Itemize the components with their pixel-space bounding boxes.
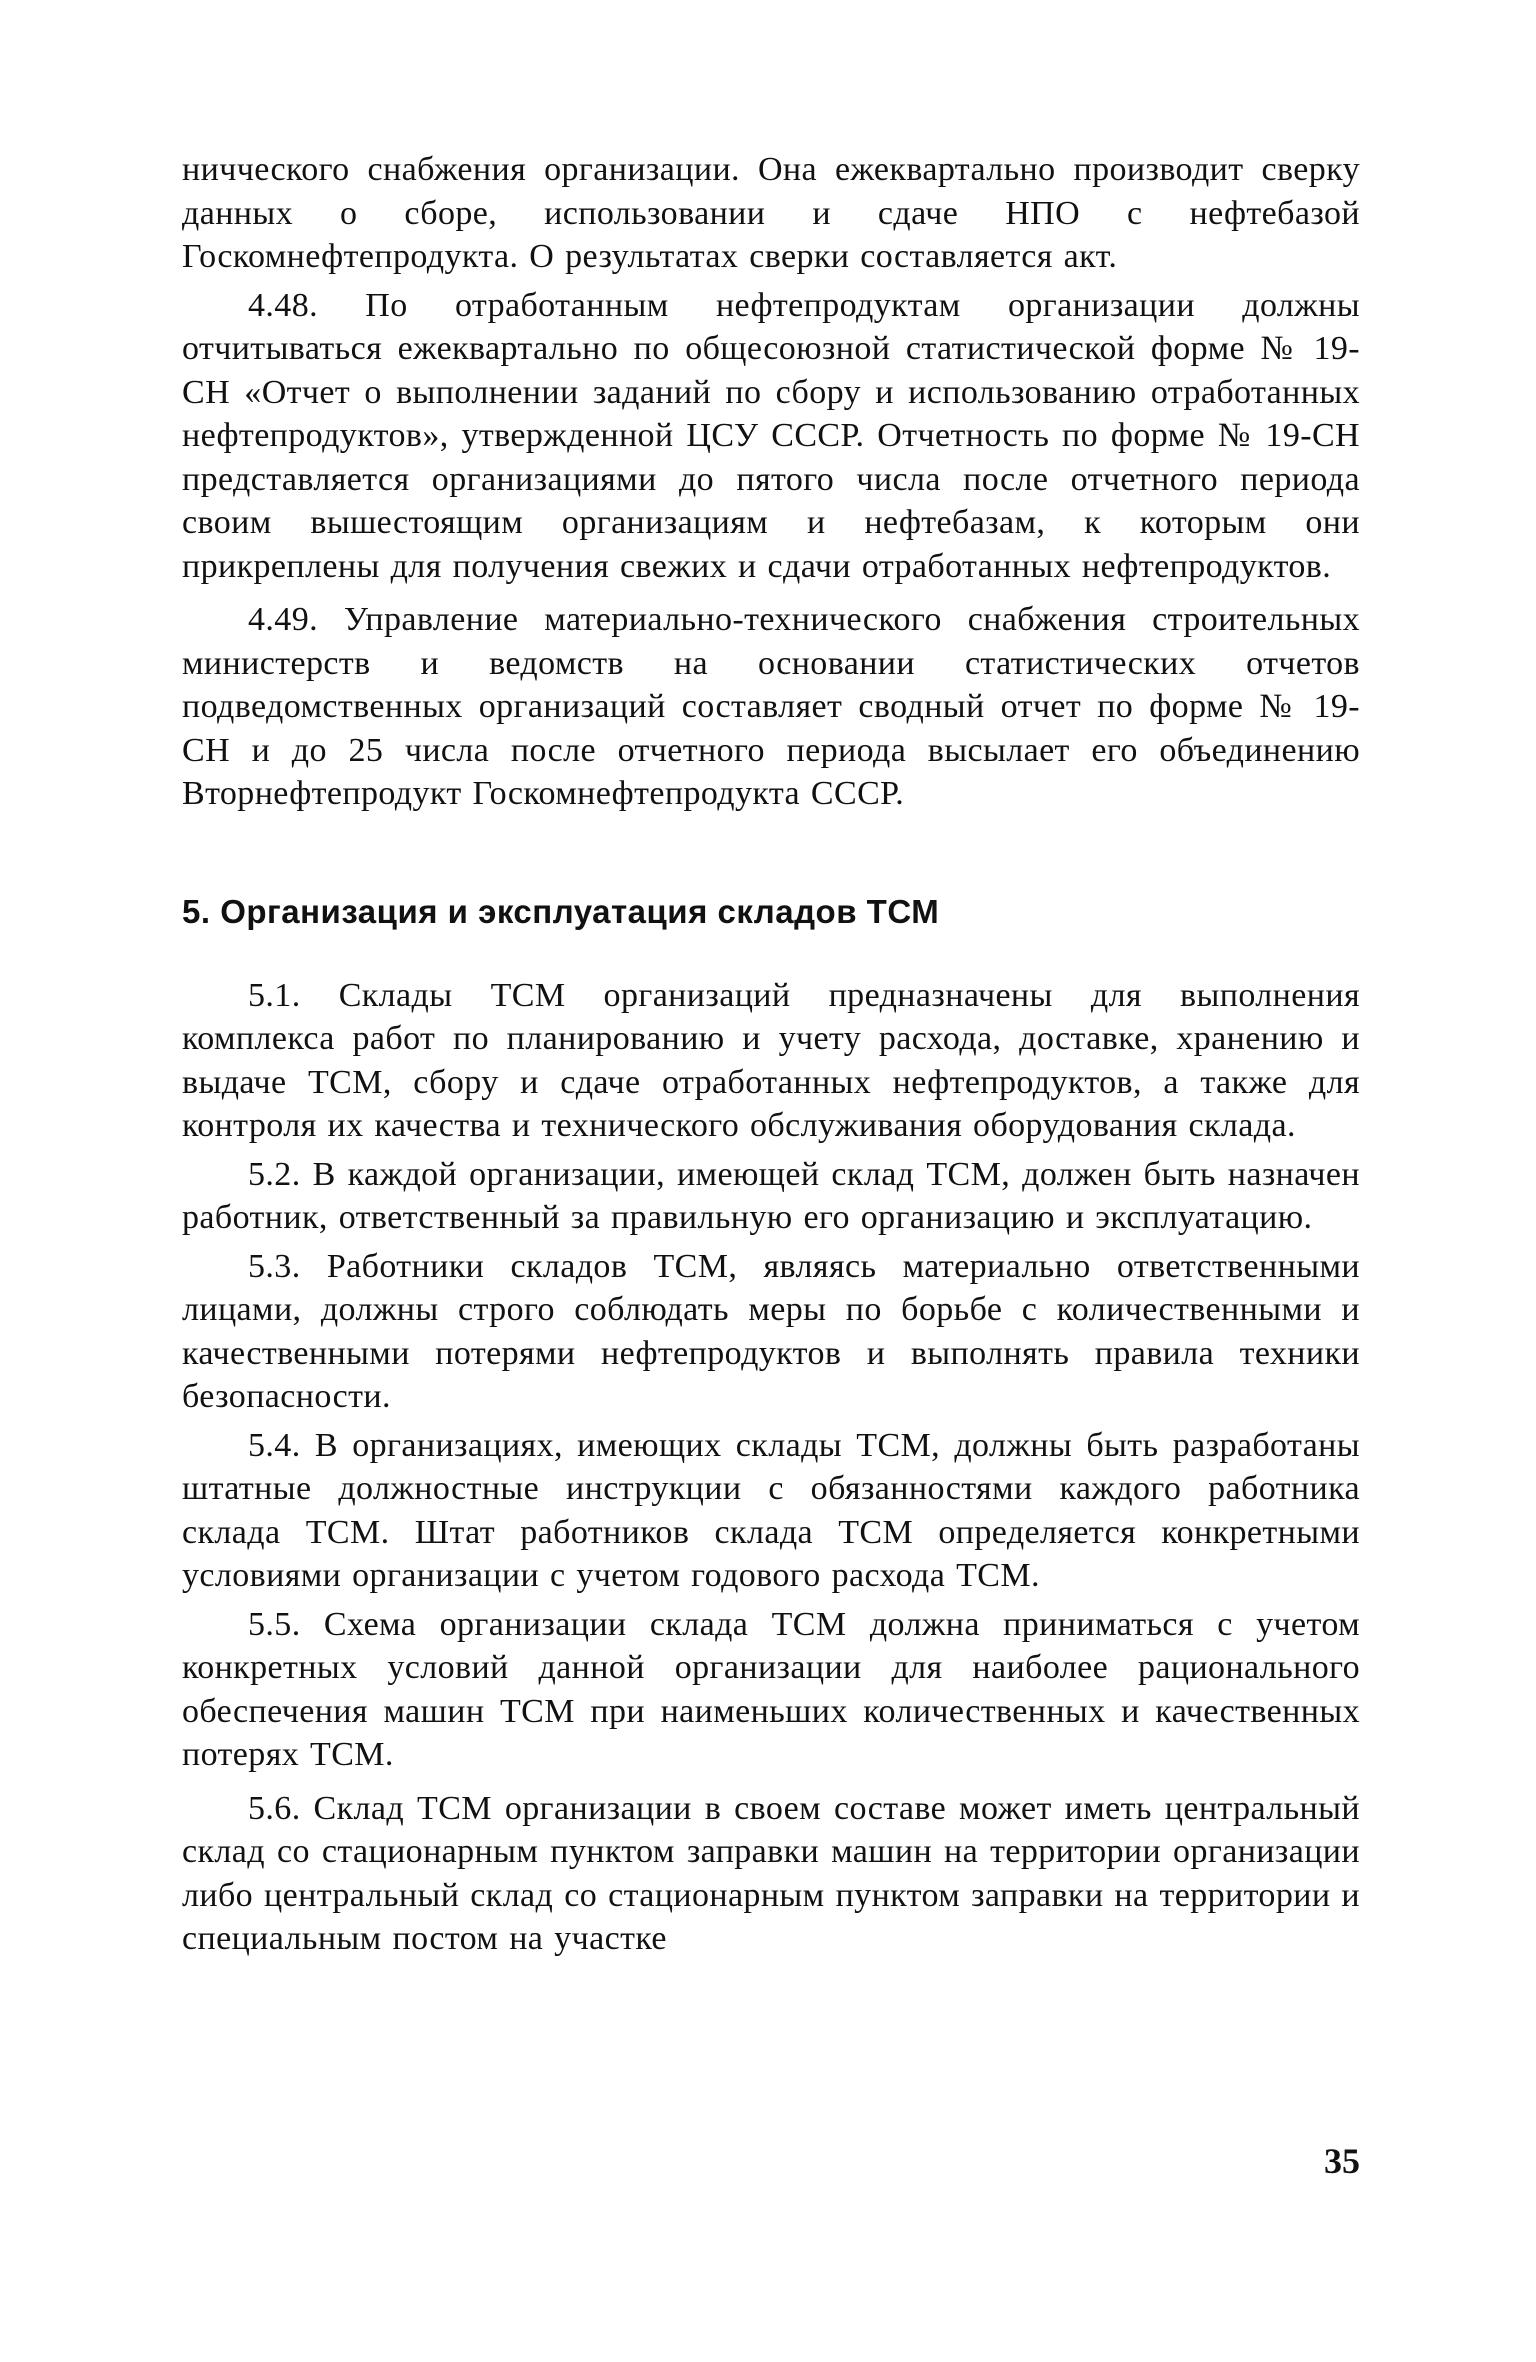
paragraph-5-5: 5.5. Схема организации склада ТСМ должна приниматься с учетом конкретных условий данной организации для наиболее рационального обеспечения машин ТСМ при наименьших количественных и качественных потерях ТСМ.	[182, 1605, 1360, 1773]
paragraph-5-3: 5.3. Работники складов ТСМ, являясь материально ответственными лицами, должны строго соблюдать меры по борьбе с количественными и качественными потерями нефтепродуктов и выполнять правила техники безопасности.	[182, 1247, 1360, 1415]
paragraph-5-6: 5.6. Склад ТСМ организации в своем составе может иметь центральный склад со стационарным пунктом заправки машин на территории организации либо центральный склад со стационарным пунктом заправки на территории и специальным постом на участке	[182, 1789, 1360, 1957]
paragraph-5-4: 5.4. В организациях, имеющих склады ТСМ, должны быть разработаны штатные должностные инструкции с обязанностями каждого работника склада ТСМ. Штат работников склада ТСМ определяется конкретными условиями организации с учетом годового расхода ТСМ.	[182, 1426, 1360, 1594]
section-heading: 5. Организация и эксплуатация складов ТСМ	[182, 892, 940, 930]
page-number: 35	[1324, 2141, 1360, 2181]
paragraph-5-1: 5.1. Склады ТСМ организаций предназначены для выполнения комплекса работ по планированию и учету расхода, доставке, хранению и выдаче ТСМ, сбору и сдаче отработанных нефтепродуктов, а также для контроля их качества и технического обслуживания оборудования склада.	[182, 976, 1360, 1144]
paragraph-4-49: 4.49. Управление материально-технического снабжения строительных министерств и ведомств на основании статистических отчетов подведомственных организаций составляет сводный отчет по форме № 19-СН и до 25 числа после отчетного периода высылает его объединению Вторнефтепродукт Госкомнефтепродукта СССР.	[182, 601, 1360, 812]
paragraph-4-48: 4.48. По отработанным нефтепродуктам организации должны отчитываться ежеквартально по общесоюзной статистической форме № 19-СН «Отчет о выполнении заданий по сбору и использованию отработанных нефтепродуктов», утвержденной ЦСУ СССР. Отчетность по форме № 19-СН представляется организациями до пятого числа после отчетного периода своим вышестоящим организациям и нефтебазам, к которым они прикреплены для получения свежих и сдачи отработанных нефтепродуктов.	[182, 286, 1360, 585]
paragraph-5-2: 5.2. В каждой организации, имеющей склад ТСМ, должен быть назначен работник, ответственный за правильную его организацию и эксплуатацию.	[182, 1155, 1360, 1236]
document-page	[182, 148, 1360, 1961]
paragraph-4-47-continuation: ничческого снабжения организации. Она ежеквартально производит сверку данных о сборе, использовании и сдаче НПО с нефтебазой Госкомнефтепродукта. О результатах сверки составляется акт.	[182, 151, 1360, 275]
